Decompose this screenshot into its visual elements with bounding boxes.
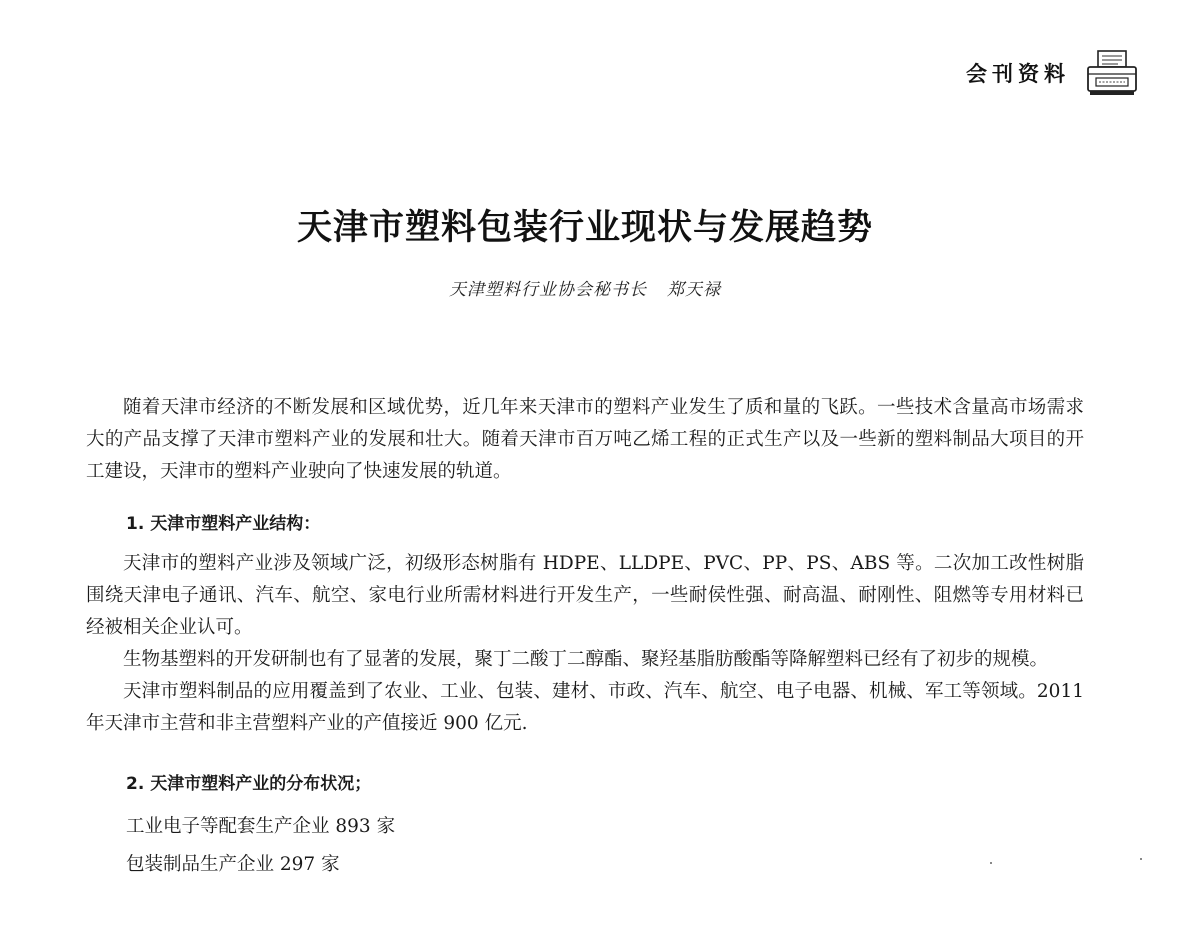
section-label: 会刊资料 [966, 62, 1070, 86]
list-item: 工业电子等配套生产企业 893 家 [126, 816, 396, 837]
printer-icon [1084, 48, 1140, 98]
section-1-paragraph: 生物基塑料的开发研制也有了显著的发展，聚丁二酸丁二醇酯、聚羟基脂肪酸酯等降解塑料已经有了初步的规模。 [123, 649, 1049, 670]
author-org: 天津塑料行业协会秘书长 [449, 280, 647, 300]
section-2-heading: 2. 天津市塑料产业的分布状况； [126, 774, 372, 794]
author-line [0, 275, 1170, 300]
section-1-paragraph: 天津市的塑料产业涉及领域广泛，初级形态树脂有 HDPE、LLDPE、PVC、PP、PS、ABS 等。二次加工改性树脂围绕天津电子通讯、汽车、航空、家电行业所需材料进行开发生产，一些耐侯性强、耐高温、耐刚性、阻燃等专用材料已经被相关企业认可。 [86, 553, 1084, 638]
list-item: 包装制品生产企业 297 家 [126, 854, 340, 875]
article-title: 天津市塑料包装行业现状与发展趋势 [296, 207, 873, 248]
section-1-heading: 1. 天津市塑料产业结构： [126, 514, 321, 534]
intro-paragraph: 随着天津市经济的不断发展和区域优势，近几年来天津市的塑料产业发生了质和量的飞跃。一些技术含量高市场需求大的产品支撑了天津市塑料产业的发展和壮大。随着天津市百万吨乙烯工程的正式生产以及一些新的塑料制品大项目的开工建设，天津市的塑料产业驶向了快速发展的轨道。 [86, 397, 1084, 482]
scan-speck [1140, 858, 1142, 860]
article-body [86, 392, 1084, 884]
journal-header [966, 48, 1140, 98]
scan-speck [990, 862, 992, 864]
author-name: 郑天禄 [667, 280, 721, 300]
section-1-paragraph: 天津市塑料制品的应用覆盖到了农业、工业、包装、建材、市政、汽车、航空、电子电器、机械、军工等领域。2011 年天津市主营和非主营塑料产业的产值接近 900 亿元. [86, 681, 1084, 734]
